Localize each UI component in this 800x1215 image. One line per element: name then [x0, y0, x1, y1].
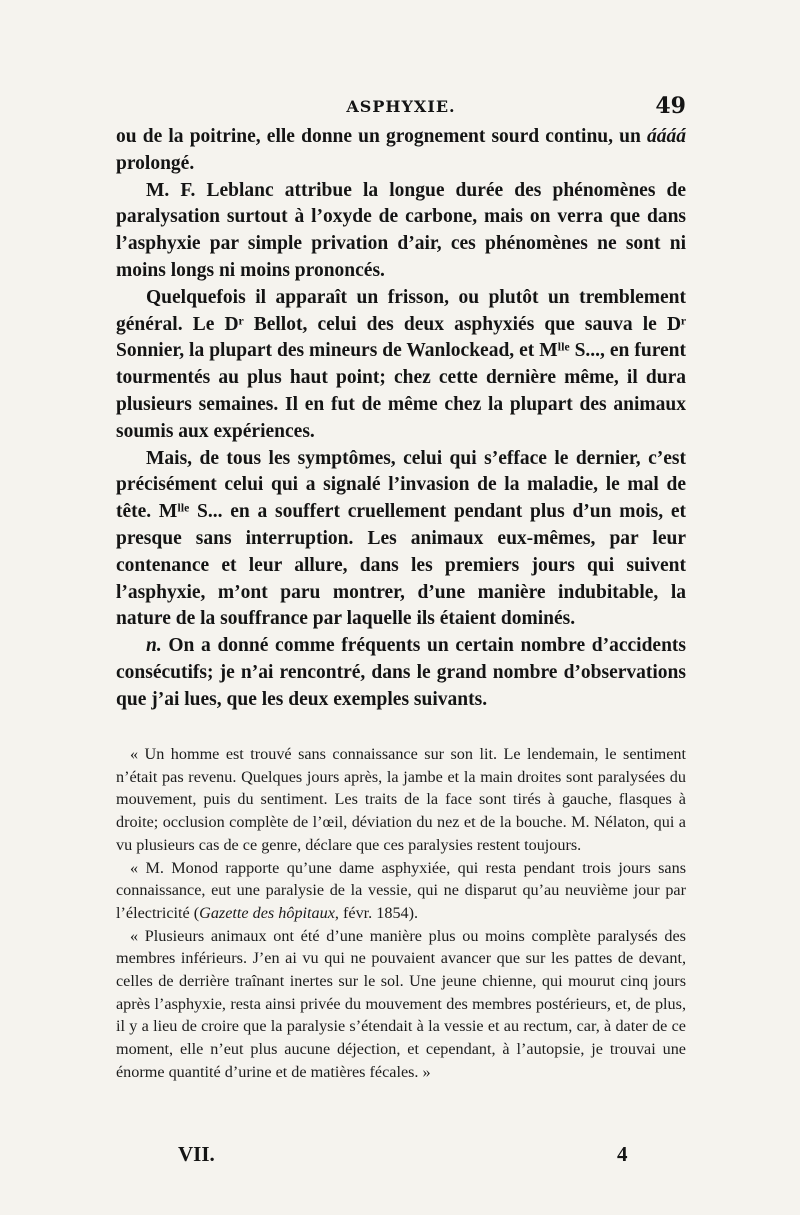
main-text — [116, 124, 686, 714]
quote-3: « Plusieurs animaux ont été d’une manière plus ou moins complète paralysés des membres inférieurs. J’en ai vu qui ne pouvaient avancer que sur les pattes de devant, celles de derrière traînant inertes sur le sol. Une jeune chienne, qui mourut cinq jours après l’asphyxie, resta ainsi privée du mouvement des membres postérieurs, et, de plus, il y a lieu de croire que la paralysie s’étendait à la vessie et au rectum, car, à dater de ce moment, elle n’eut plus aucune déjection, et cependant, à l’autopsie, je trouvai une énorme quantité d’urine et de matières fécales. » — [116, 926, 686, 1081]
running-head — [116, 93, 686, 121]
paragraph-1-italic: áááá — [647, 126, 686, 147]
quoted-observations — [116, 743, 686, 1084]
quote-2 — [116, 857, 686, 925]
paragraph-1-text-b: prolongé. — [116, 152, 195, 174]
paragraph-2: M. F. Leblanc attribue la longue durée des phénomènes de paralysation surtout à l’oxyde de carbone, mais on verra que dans l’asphyxie par simple privation d’air, ces phénomènes ne sont ni moins longs ni moins prononcés. — [116, 179, 686, 281]
paragraph-5-text: On a donné comme fréquents un certain nombre d’accidents consécutifs; je n’ai rencontré, dans le grand nombre d’observations que j’ai lues, que les deux exemples suivants. — [116, 635, 686, 710]
quote-2-italic: Gazette des hôpitaux — [199, 903, 335, 922]
paragraph-4: Mais, de tous les symptômes, celui qui s’efface le dernier, c’est précisément celui qui a signalé l’invasion de la maladie, le mal de tête. Mˡˡᵉ S... en a souffert cruellement pendant plus d’un mois, et presque sans interruption. Les animaux eux-mêmes, par leur contenance et leur allure, dans les premiers jours qui suivent l’asphyxie, m’ont paru montrer, d’une manière indubitable, la nature de la souffrance par laquelle ils étaient dominés. — [116, 447, 686, 630]
running-title: ASPHYXIE. — [346, 97, 456, 116]
quote-1: « Un homme est trouvé sans connaissance sur son lit. Le lendemain, le sentiment n’était pas revenu. Quelques jours après, la jambe et la main droites sont paralysées du mouvement, puis du sentiment. Les traits de la face sont tirés à gauche, flasques à droite; occlusion complète de l’œil, déviation du nez et de la bouche. M. Nélaton, qui a vu plusieurs cas de ce genre, déclare que ces paralysies restent toujours. — [116, 745, 686, 854]
quote-2-text-b: , févr. 1854). — [334, 903, 419, 922]
quote-2-text-a: « M. Monod rapporte qu’une dame asphyxiée, qui resta pendant trois jours sans connaissance, eut une paralysie de la vessie, qui ne disparut qu’au neuvième jour par l’électricité ( — [116, 858, 686, 922]
paragraph-1 — [116, 124, 686, 178]
page-number: 49 — [655, 93, 686, 119]
paragraph-1-text-a: ou de la poitrine, elle donne un grognement sourd continu, un — [116, 126, 647, 147]
paragraph-3: Quelquefois il apparaît un frisson, ou plutôt un tremblement général. Le Dʳ Bellot, celui des deux asphyxiés que sauva le Dʳ Sonnier, la plupart des mineurs de Wanlockead, et Mˡˡᵉ S..., en furent tourmentés au plus haut point; chez cette dernière même, il dura plusieurs semaines. Il en fut de même chez la plupart des animaux soumis aux expériences. — [116, 286, 686, 442]
signature-mark: VII. — [178, 1142, 215, 1166]
paragraph-5 — [116, 633, 686, 713]
signature-number: 4 — [617, 1142, 628, 1166]
paragraph-5-italic: n. — [146, 635, 162, 657]
